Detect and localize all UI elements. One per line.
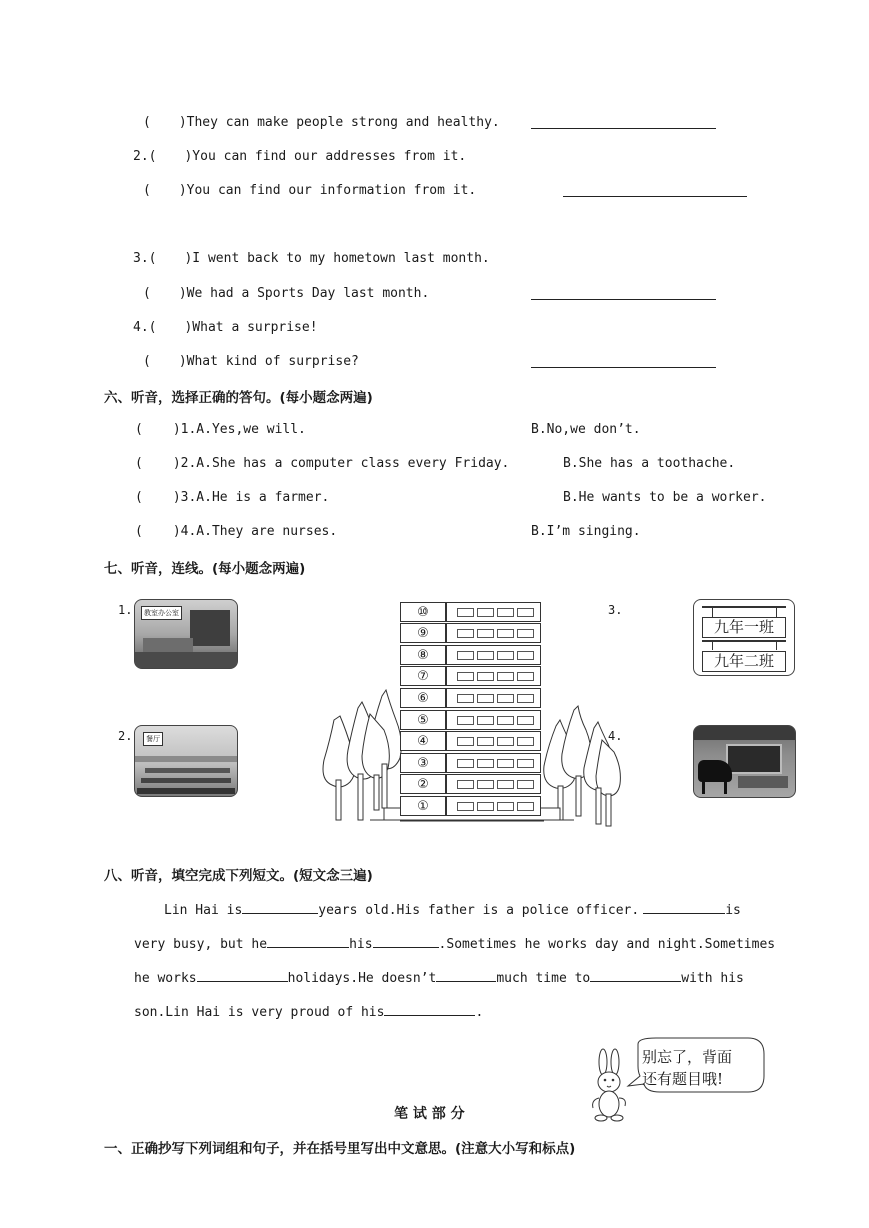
passage-line-1: Lin Hai is years old.His father is a police officer. is: [164, 899, 741, 920]
passage-blank-6[interactable]: [436, 967, 496, 982]
passage-blank-5[interactable]: [197, 967, 288, 982]
floor-row[interactable]: [400, 666, 541, 686]
music-room-photo[interactable]: [693, 725, 796, 798]
floor-row[interactable]: [400, 602, 541, 622]
s5-row-1: ( )They can make people strong and healthy.: [143, 115, 500, 130]
floor-number: ⑥: [400, 688, 446, 708]
dining-sign: 餐厅: [143, 732, 163, 746]
match-label-1: 1.: [118, 603, 133, 617]
passage-line-3: he works holidays.He doesn’t much time to with his: [134, 967, 744, 988]
floor-row[interactable]: [400, 731, 541, 751]
answer-blank-2[interactable]: [563, 196, 747, 197]
answer-blank-3[interactable]: [531, 299, 716, 300]
tree-cluster-left: [323, 690, 401, 820]
floor-number: ⑦: [400, 666, 446, 686]
s6-item-1: ( )1.A.Yes,we will.: [135, 422, 306, 437]
floor-row[interactable]: [400, 774, 541, 794]
s6-item-4: ( )4.A.They are nurses.: [135, 524, 338, 539]
floor-row[interactable]: [400, 753, 541, 773]
floor-number: ⑤: [400, 710, 446, 730]
s6-item-1-b: B.No,we don’t.: [531, 422, 641, 437]
written-section-title: 笔 试 部 分: [394, 1106, 465, 1122]
floor-windows: [446, 623, 541, 643]
floor-row[interactable]: [400, 688, 541, 708]
dining-hall-photo[interactable]: [134, 725, 238, 797]
section7-heading: 七、听音，连线。(每小题念两遍): [104, 561, 306, 577]
match-label-3: 3.: [608, 603, 623, 617]
speech-bubble-line-1: 别忘了，背面: [642, 1048, 733, 1066]
floor-row[interactable]: [400, 645, 541, 665]
match-label-2: 2.: [118, 729, 133, 743]
section6-heading: 六、听音，选择正确的答句。(每小题念两遍): [104, 390, 373, 406]
s5-row-5: ( )We had a Sports Day last month.: [143, 286, 430, 301]
s6-item-2-b: B.She has a toothache.: [563, 456, 736, 471]
s5-row-4: 3.( )I went back to my hometown last month.: [133, 251, 490, 266]
office-sign: 教室办公室: [141, 606, 182, 620]
s6-item-2: ( )2.A.She has a computer class every Friday.: [135, 456, 510, 471]
passage-blank-4[interactable]: [373, 933, 439, 948]
floor-windows: [446, 753, 541, 773]
written-question-1: 一、正确抄写下列词组和句子，并在括号里写出中文意思。(注意大小写和标点): [104, 1141, 576, 1157]
answer-blank-4[interactable]: [531, 367, 716, 368]
s6-item-3-b: B.He wants to be a worker.: [563, 490, 767, 505]
class-signs-picture[interactable]: [693, 599, 795, 676]
passage-blank-7[interactable]: [590, 967, 681, 982]
floor-windows: [446, 774, 541, 794]
speech-bubble-line-2: 还有题目哦!: [642, 1070, 724, 1088]
s5-row-3: ( )You can find our information from it.: [143, 183, 477, 198]
floor-row[interactable]: [400, 710, 541, 730]
floor-row[interactable]: [400, 796, 541, 816]
passage-line-2: very busy, but he his .Sometimes he works day and night.Sometimes: [134, 933, 775, 954]
passage-blank-3[interactable]: [267, 933, 349, 948]
floor-number: ②: [400, 774, 446, 794]
s6-item-3: ( )3.A.He is a farmer.: [135, 490, 330, 505]
office-photo[interactable]: [134, 599, 238, 669]
floor-windows: [446, 666, 541, 686]
floor-row[interactable]: [400, 623, 541, 643]
s5-row-2: 2.( )You can find our addresses from it.: [133, 149, 467, 164]
passage-blank-2[interactable]: [643, 899, 725, 914]
floor-windows: [446, 688, 541, 708]
match-label-4: 4.: [608, 729, 623, 743]
passage-blank-1[interactable]: [242, 899, 318, 914]
floor-number: ③: [400, 753, 446, 773]
floor-number: ⑩: [400, 602, 446, 622]
floor-number: ⑨: [400, 623, 446, 643]
passage-line-4: son.Lin Hai is very proud of his .: [134, 1001, 483, 1022]
floor-windows: [446, 731, 541, 751]
class-sign-nine-one: 九年一班: [702, 617, 786, 638]
class-sign-nine-two: 九年二班: [702, 651, 786, 672]
floor-windows: [446, 710, 541, 730]
floor-windows: [446, 645, 541, 665]
floor-number: ⑧: [400, 645, 446, 665]
floor-number: ①: [400, 796, 446, 816]
s5-row-7: ( )What kind of surprise?: [143, 354, 359, 369]
answer-blank-1[interactable]: [531, 128, 716, 129]
section8-heading: 八、听音，填空完成下列短文。(短文念三遍): [104, 868, 373, 884]
s6-item-4-b: B.I’m singing.: [531, 524, 641, 539]
floor-number: ④: [400, 731, 446, 751]
floor-windows: [446, 796, 541, 816]
s5-row-6: 4.( )What a surprise!: [133, 320, 318, 335]
passage-blank-8[interactable]: [384, 1001, 475, 1016]
floor-windows: [446, 602, 541, 622]
